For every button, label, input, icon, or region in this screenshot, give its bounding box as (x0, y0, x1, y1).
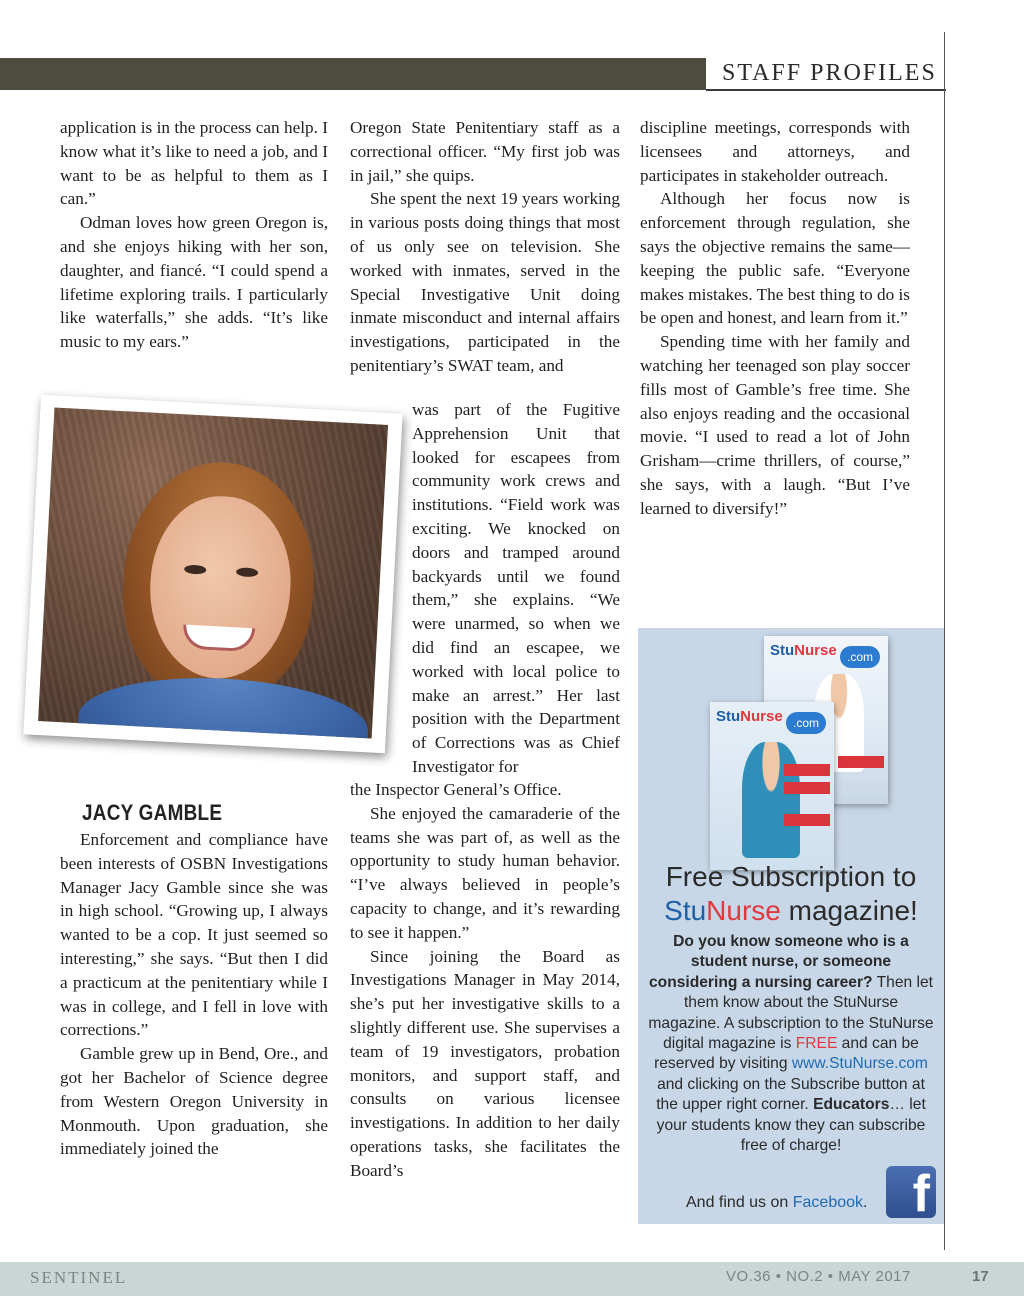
portrait-image (38, 407, 388, 738)
article-column-3 (640, 116, 910, 521)
magazine-cover-front (710, 702, 834, 870)
column-divider (944, 32, 945, 1250)
facebook-link[interactable]: Facebook (792, 1194, 864, 1211)
paragraph: Enforcement and compliance have been interests of OSBN Investigations Manager Jacy Gamble since she was in high school. “Growing up, I always wanted to be a cop. It just seemed so interesting,” she says. “But then I did a practicum at the penitentiary while I was in college, and I fell in love with corrections.” (60, 830, 328, 1040)
ad-body: Do you know someone who is a student nurse, or someone considering a nursing career? Then let them know about the StuNurse magazine. A subscription to the StuNurse digital magazine is FREE and can be reserved by visiting www.StuNurse.com and clicking on the Subscribe button at the upper right corner. Educators… let your students know they can subscribe free of charge! (648, 933, 934, 1155)
header-rule (706, 89, 946, 91)
article-column-1 (60, 116, 328, 354)
section-title: STAFF PROFILES (722, 60, 937, 86)
paragraph: Gamble grew up in Bend, Ore., and got her Bachelor of Science degree from Western Oregon University in Monmouth. Upon graduation, she immediately joined the (60, 1044, 328, 1159)
magazine-logo: StuNurse (716, 708, 783, 725)
profile-heading: JACY GAMBLE (82, 800, 223, 825)
paragraph: Since joining the Board as Investigations Manager in May 2014, she’s put her investigative skills to a slightly different use. She supervises a team of 19 investigators, probation monitors, and support staff, and consults on various licensee investigations. In addition to her daily operations tasks, she facilitates the Board’s (350, 946, 620, 1180)
article-column-2-continued (350, 778, 620, 1183)
profile-photo (23, 395, 402, 753)
paragraph: Although her focus now is enforcement through regulation, she says the objective remains the same—keeping the public safe. “Everyone makes mistakes. The best thing to do is be open and honest, and learn from it.” (640, 189, 910, 328)
stunurse-link[interactable]: www.StuNurse.com (791, 1055, 928, 1073)
paragraph: She enjoyed the camaraderie of the teams she was part of, as well as the opportunity to study human behavior. “I’ve always believed in people’s capacity to change, and it’s rewarding to see it happen.” (350, 803, 620, 942)
paragraph: the Inspector General’s Office. (350, 780, 562, 799)
paragraph: Odman loves how green Oregon is, and she enjoys hiking with her son, daughter, and fiancé. “I could spend a lifetime exploring trails. I particularly like waterfalls,” she adds. “It’s like music to my ears.” (60, 213, 328, 352)
header-bar (0, 58, 706, 90)
paragraph: Spending time with her family and watching her teenaged son play soccer fills most of Gamble’s free time. She also enjoys reading and the occasional movie. “I used to read a lot of John Grisham—crime thrillers, of course,” she says, with a laugh. “But I’ve learned to diversify!” (640, 332, 910, 518)
magazine-dotcom-badge: .com (840, 646, 880, 668)
paragraph: application is in the process can help. I know what it’s like to need a job, and I want to be as helpful to them as I can.” (60, 118, 328, 209)
page-number: 17 (972, 1268, 989, 1285)
paragraph: Oregon State Penitentiary staff as a correctional officer. “My first job was in jail,” she quips. (350, 118, 620, 185)
article-column-1-continued (60, 828, 328, 1161)
facebook-line: And find us on Facebook. (686, 1194, 868, 1211)
paragraph: discipline meetings, corresponds with licensees and attorneys, and participates in stakeholder outreach. (640, 118, 910, 185)
article-column-2-wrap (412, 398, 620, 779)
article-column-2 (350, 116, 620, 378)
magazine-logo: StuNurse (770, 642, 837, 659)
ad-title: Free Subscription to StuNurse magazine! (664, 861, 918, 926)
stunurse-ad (638, 628, 944, 1224)
paragraph: was part of the Fugitive Apprehension Unit that looked for escapees from community work crews and institutions. “Field work was exciting. We knocked on doors and tramped around backyards until we found them,” she explains. “We were unarmed, so when we did find an escapee, we worked with local police to make an arrest.” Her last position with the Department of Corrections was as Chief Investigator for (412, 400, 620, 776)
issue-info: VO.36 • NO.2 • MAY 2017 (726, 1268, 911, 1285)
paragraph: She spent the next 19 years working in various posts doing things that most of us only see on television. She worked with inmates, served in the Special Investigative Unit doing inmate misconduct and internal affairs investigations, participated in the penitentiary’s SWAT team, and (350, 189, 620, 375)
magazine-dotcom-badge: .com (786, 712, 826, 734)
publication-name: SENTINEL (30, 1268, 128, 1287)
facebook-icon[interactable]: f (886, 1166, 936, 1218)
